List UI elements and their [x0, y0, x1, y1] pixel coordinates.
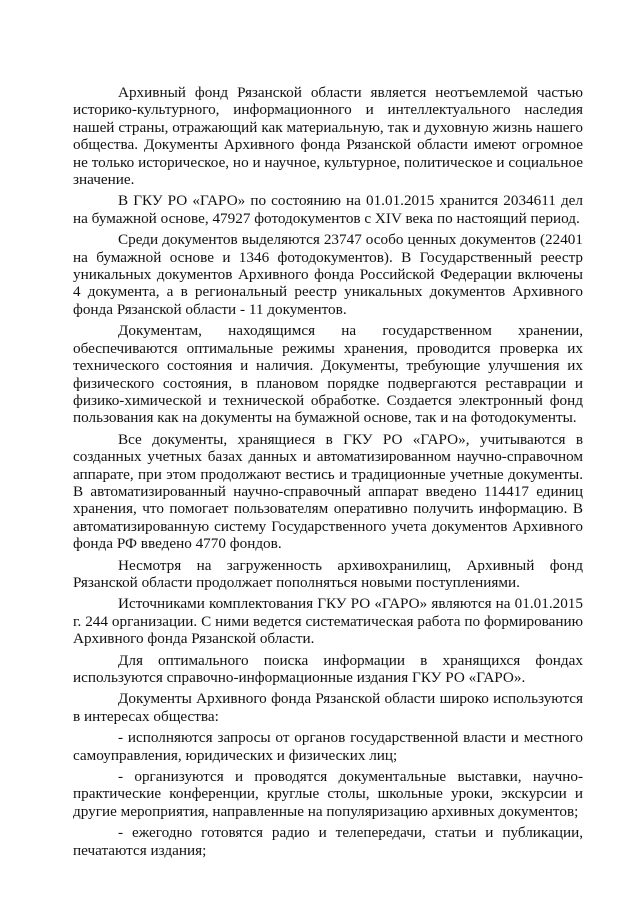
paragraph-storage-volume: В ГКУ РО «ГАРО» по состоянию на 01.01.2015 хранится 2034611 дел на бумажной основе, 47927 фотодокументов с XIV века по настоящий период. [73, 192, 583, 227]
paragraph-new-acquisitions: Несмотря на загруженность архивохранилищ, Архивный фонд Рязанской области продолжает пополняться новыми поступлениями. [73, 556, 583, 591]
paragraph-usage-intro: Документы Архивного фонда Рязанской области широко используются в интересах общества: [73, 690, 583, 725]
document-page [73, 84, 583, 863]
paragraph-reference-publications: Для оптимального поиска информации в хранящихся фондах используются справочно-информационные издания ГКУ РО «ГАРО». [73, 651, 583, 686]
paragraph-archive-fund-intro: Архивный фонд Рязанской области является неотъемлемой частью историко-культурного, информационного и интеллектуального наследия нашей страны, отражающий как материальную, так и духовную жизнь нашего общества. Документы Архивного фонда Рязанской области имеют огромное не только историческое, но и научное, культурное, политическое и социальное значение. [73, 84, 583, 189]
paragraph-accounting: Все документы, хранящиеся в ГКУ РО «ГАРО», учитываются в созданных учетных базах данных и автоматизированном научно-справочном аппарате, при этом продолжают вестись и традиционные учетные документы. В автоматизированный научно-справочный аппарат введено 114417 единиц хранения, что помогает пользователям оперативно получить информацию. В автоматизированную систему Государственного учета документов Архивного фонда РФ введено 4770 фондов. [73, 430, 583, 553]
paragraph-storage-conditions: Документам, находящимся на государственном хранении, обеспечиваются оптимальные режимы хранения, проводится проверка их технического состояния и наличия. Документы, требующие улучшения их физического состояния, в плановом порядке подвергаются реставрации и физико-химической и технической обработке. Создается электронный фонд пользования как на документы на бумажной основе, так и на фотодокументы. [73, 322, 583, 427]
paragraph-sources: Источниками комплектования ГКУ РО «ГАРО» являются на 01.01.2015 г. 244 организации. С ними ведется систематическая работа по формированию Архивного фонда Рязанской области. [73, 595, 583, 648]
paragraph-valuable-documents: Среди документов выделяются 23747 особо ценных документов (22401 на бумажной основе и 1346 фотодокументов). В Государственный реестр уникальных документов Архивного фонда Российской Федерации включены 4 документа, а в региональный реестр уникальных документов Архивного фонда Рязанской области - 11 документов. [73, 231, 583, 318]
list-item-events: - организуются и проводятся документальные выставки, научно-практические конференции, круглые столы, школьные уроки, экскурсии и другие мероприятия, направленные на популяризацию архивных документов; [73, 768, 583, 820]
list-item-media: - ежегодно готовятся радио и телепередачи, статьи и публикации, печатаются издания; [73, 824, 583, 859]
list-item-requests: - исполняются запросы от органов государственной власти и местного самоуправления, юридических и физических лиц; [73, 729, 583, 764]
